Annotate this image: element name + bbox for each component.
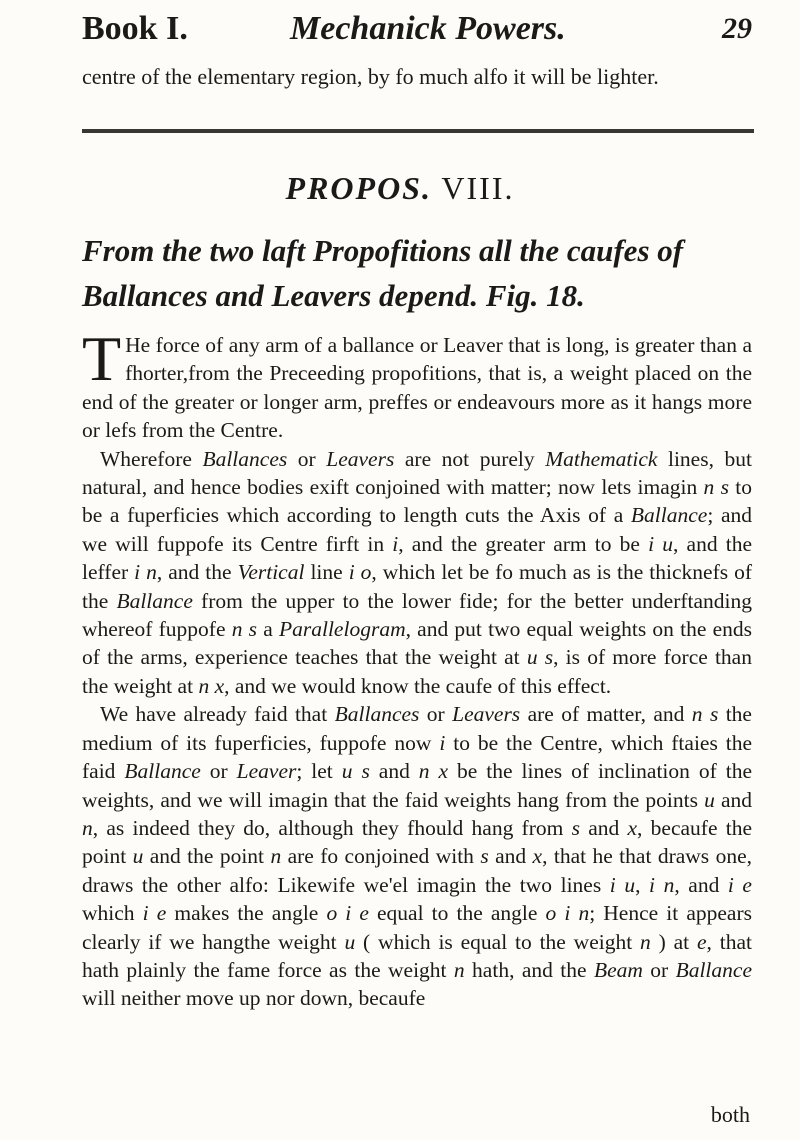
proposition-numeral: VIII. xyxy=(441,170,515,206)
body-text xyxy=(82,323,753,1013)
paragraph-1: T He force of any arm of a ballance or Leaver that is long, is greater than a fhorter,from the Preceeding propofitions, that is, a weight placed on the end of the greater or longer arm, preffes or endeavours more as it hangs more or lefs from the Centre. xyxy=(82,323,752,443)
paragraph-2: Wherefore Ballances or Leavers are not purely Mathematick lines, but natural, and hence bodies exift conjoined with matter; now lets imagin n s to be a fuperficies which according to length cuts the Axis of a Ballance; and we will fuppofe its Centre firft in i, and the greater arm to be i u, and the leffer i n, and the Vertical line i o, which let be fo much as is the thicknefs of the Ballance from the upper to the lower fide; for the better underftanding whereof fuppofe n s a Parallelogram, and put two equal weights on the ends of the arms, experience teaches that the weight at u s, is of more force than the weight at n x, and we would know the caufe of this effect. xyxy=(82,446,753,698)
paragraph-3: We have already faid that Ballances or Leavers are of matter, and n s the medium of its fuperficies, fuppofe now i to be the Centre, which ftaies the faid Ballance or Leaver; let u s and n x be the lines of inclination of the weights, and we will imagin that the faid weights hang from the points u and n, as indeed they do, although they fhould hang from s and x, becaufe the point u and the point n are fo conjoined with s and x, that he that draws one, draws the other alfo: Likewife we'el imagin the two lines i u, i n, and i e which i e makes the angle o i e equal to the angle o i n; Hence it appears clearly if we hangthe weight u ( which is equal to the weight n ) at e, that hath plainly the fame force as the weight n hath, and the Beam or Ballance will neither move up nor down, becaufe xyxy=(82,702,753,1011)
catchword: both xyxy=(710,1102,750,1127)
ornamental-rule xyxy=(82,129,754,133)
running-title: Mechanick Powers. xyxy=(290,10,566,47)
proposition-heading xyxy=(0,170,800,207)
book-label: Book I. xyxy=(82,10,188,47)
proposition-label: PROPOS. xyxy=(285,170,432,206)
running-header xyxy=(82,10,752,50)
page-number: 29 xyxy=(722,12,752,45)
drop-capital: T xyxy=(82,323,122,394)
proposition-subheading: From the two laft Propofitions all the caufes of Ballances and Leavers depend. Fig. 18. xyxy=(82,233,684,313)
carryover-text: centre of the elementary region, by fo much alfo it will be lighter. xyxy=(82,64,659,89)
